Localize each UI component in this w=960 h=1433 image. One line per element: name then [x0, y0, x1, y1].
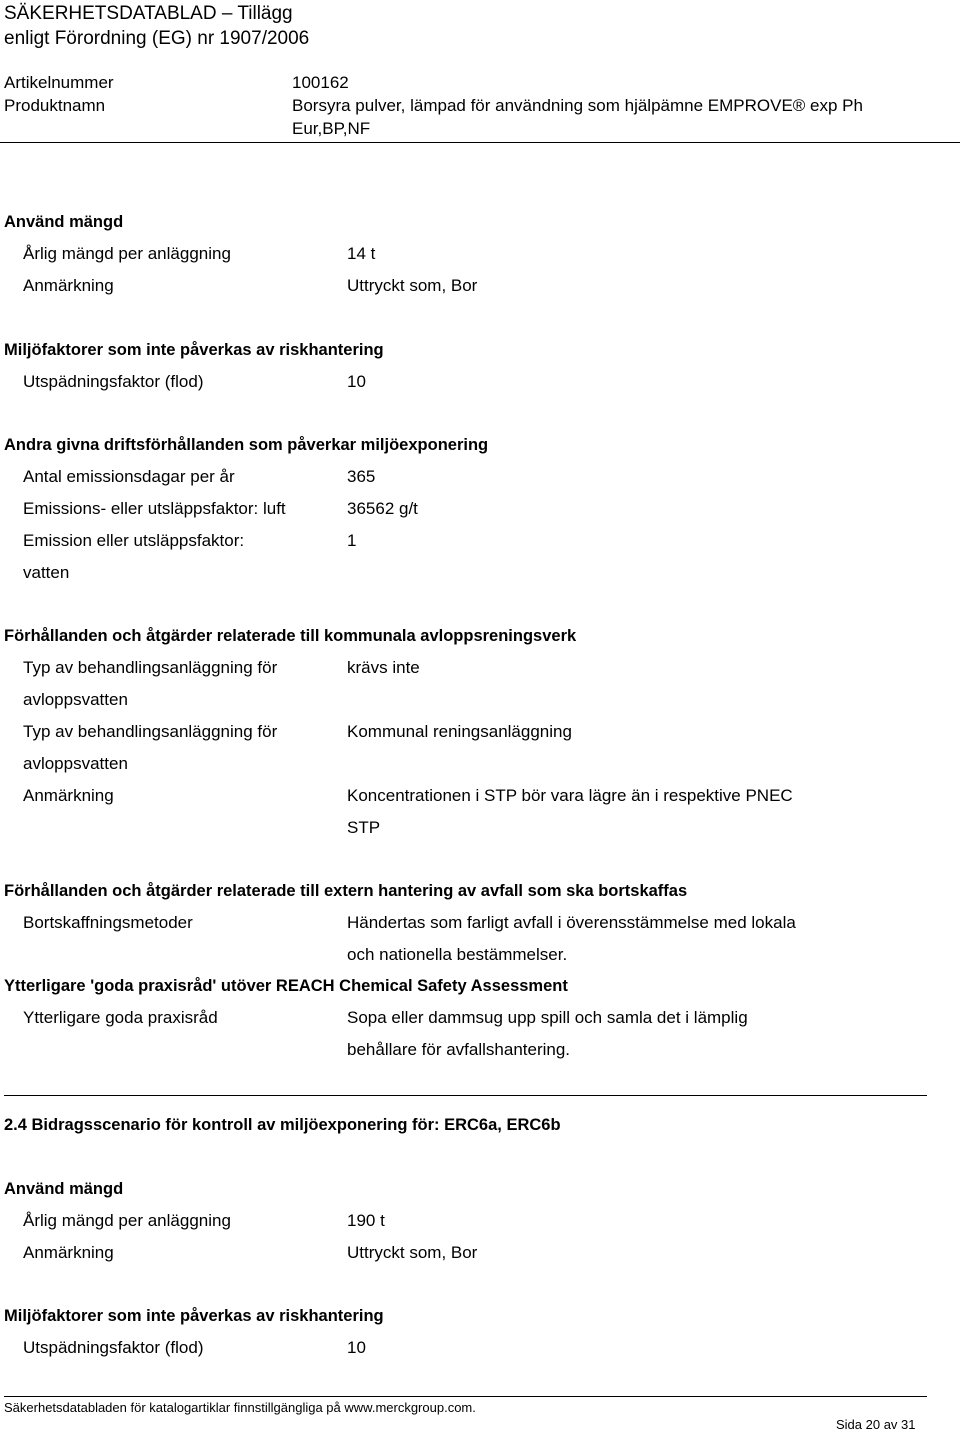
emission-days-value: 365	[347, 467, 376, 486]
dilution-factor-label-2: Utspädningsfaktor (flod)	[23, 1338, 204, 1357]
article-number-value: 100162	[292, 73, 349, 92]
section-title-sewage-treatment: Förhållanden och åtgärder relaterade till kommunala avloppsreningsverk	[4, 627, 577, 645]
good-practice-label: Ytterligare goda praxisråd	[23, 1008, 218, 1027]
stp-remark-value: Koncentrationen i STP bör vara lägre än i respektive PNEC	[347, 786, 793, 805]
annual-amount-label-2: Årlig mängd per anläggning	[23, 1211, 231, 1230]
annual-amount-label: Årlig mängd per anläggning	[23, 244, 231, 263]
emission-factor-water-label: Emission eller utsläppsfaktor:	[23, 531, 245, 550]
emission-factor-air-label: Emissions- eller utsläppsfaktor: luft	[23, 499, 286, 518]
section-title-used-amount: Använd mängd	[4, 213, 124, 231]
section-title-env-factors-2: Miljöfaktorer som inte påverkas av riskhantering	[4, 1307, 384, 1325]
regulation-subtitle: enligt Förordning (EG) nr 1907/2006	[4, 28, 310, 49]
disposal-methods-label: Bortskaffningsmetoder	[23, 913, 193, 932]
section-title-good-practice: Ytterligare 'goda praxisråd' utöver REACH Chemical Safety Assessment	[4, 977, 568, 995]
section-divider	[4, 1095, 927, 1096]
remark-value: Uttryckt som, Bor	[347, 276, 478, 295]
emission-factor-water-label-cont: vatten	[23, 563, 70, 582]
footer-note: Säkerhetsdatabladen för katalogartiklar finnstillgängliga på www.merckgroup.com.	[4, 1400, 476, 1415]
good-practice-value: Sopa eller dammsug upp spill och samla det i lämplig	[347, 1008, 748, 1027]
dilution-factor-label: Utspädningsfaktor (flod)	[23, 372, 204, 391]
remark-value-2: Uttryckt som, Bor	[347, 1243, 478, 1262]
treatment-type-value-2: Kommunal reningsanläggning	[347, 722, 572, 741]
treatment-type-label-2: Typ av behandlingsanläggning för	[23, 722, 278, 741]
page-number: Sida 20 av 31	[836, 1417, 916, 1432]
disposal-methods-value: Händertas som farligt avfall i överensstämmelse med lokala	[347, 913, 796, 932]
header-divider	[0, 142, 960, 143]
emission-days-label: Antal emissionsdagar per år	[23, 467, 235, 486]
section-title-waste-handling: Förhållanden och åtgärder relaterade till extern hantering av avfall som ska bortskaffas	[4, 882, 688, 900]
dilution-factor-value: 10	[347, 372, 366, 391]
good-practice-value-cont: behållare för avfallshantering.	[347, 1040, 571, 1059]
product-name-value-cont: Eur,BP,NF	[292, 119, 371, 138]
treatment-type-value: krävs inte	[347, 658, 420, 677]
annual-amount-value: 14 t	[347, 244, 376, 263]
stp-remark-value-cont: STP	[347, 818, 381, 837]
article-number-label: Artikelnummer	[4, 73, 114, 92]
footer-divider	[4, 1396, 927, 1397]
section-title-env-factors: Miljöfaktorer som inte påverkas av riskhantering	[4, 341, 384, 359]
treatment-type-label-2-cont: avloppsvatten	[23, 754, 128, 773]
emission-factor-air-value: 36562 g/t	[347, 499, 418, 518]
treatment-type-label: Typ av behandlingsanläggning för	[23, 658, 278, 677]
disposal-methods-value-cont: och nationella bestämmelser.	[347, 945, 568, 964]
stp-remark-label: Anmärkning	[23, 786, 114, 805]
treatment-type-label-cont: avloppsvatten	[23, 690, 128, 709]
annual-amount-value-2: 190 t	[347, 1211, 385, 1230]
document-title: SÄKERHETSDATABLAD – Tillägg	[4, 3, 293, 24]
section-title-contributing-scenario: 2.4 Bidragsscenario för kontroll av miljöexponering för: ERC6a, ERC6b	[4, 1116, 561, 1134]
product-name-value: Borsyra pulver, lämpad för användning som hjälpämne EMPROVE® exp Ph	[292, 96, 863, 115]
emission-factor-water-value: 1	[347, 531, 357, 550]
remark-label-2: Anmärkning	[23, 1243, 114, 1262]
dilution-factor-value-2: 10	[347, 1338, 366, 1357]
product-name-label: Produktnamn	[4, 96, 106, 115]
section-title-operating-conditions: Andra givna driftsförhållanden som påverkar miljöexponering	[4, 436, 489, 454]
section-title-used-amount-2: Använd mängd	[4, 1180, 124, 1198]
remark-label: Anmärkning	[23, 276, 114, 295]
